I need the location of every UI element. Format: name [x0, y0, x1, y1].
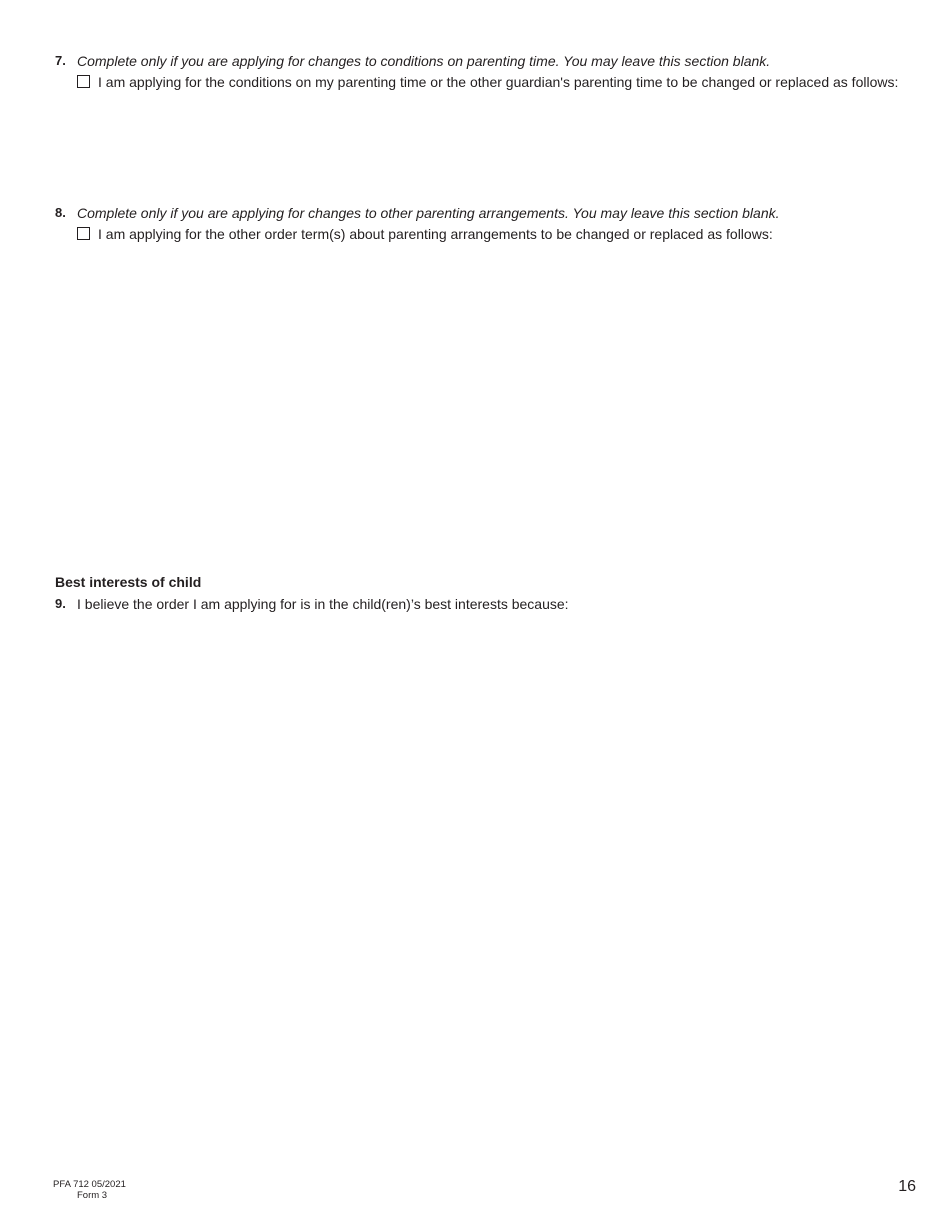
- form-code: PFA 712 05/2021: [53, 1179, 126, 1190]
- section-7-checkbox[interactable]: [77, 75, 90, 88]
- section-8-checkbox[interactable]: [77, 227, 90, 240]
- section-7-instruction: Complete only if you are applying for changes to conditions on parenting time. You may leave this section blank.: [77, 53, 771, 69]
- form-name: Form 3: [77, 1190, 108, 1201]
- section-7-option: [77, 74, 898, 90]
- form-footer: [53, 1179, 126, 1201]
- section-8-option: [77, 226, 773, 242]
- section-8-instruction: Complete only if you are applying for changes to other parenting arrangements. You may leave this section blank.: [77, 205, 780, 221]
- section-7-option-label: I am applying for the conditions on my parenting time or the other guardian's parenting time to be changed or replaced as follows:: [98, 74, 899, 90]
- section-8-option-label: I am applying for the other order term(s) about parenting arrangements to be changed or replaced as follows:: [98, 226, 773, 242]
- section-9-text: I believe the order I am applying for is in the child(ren)’s best interests because:: [77, 596, 569, 612]
- section-9-number: 9.: [55, 596, 66, 611]
- page-number: 16: [898, 1178, 916, 1195]
- section-7-answer-area[interactable]: [77, 96, 910, 196]
- section-9-answer-area[interactable]: [77, 620, 910, 1160]
- section-8-number: 8.: [55, 205, 66, 220]
- section-8-answer-area[interactable]: [77, 248, 910, 568]
- section-7-number: 7.: [55, 53, 66, 68]
- best-interests-heading: Best interests of child: [55, 574, 202, 590]
